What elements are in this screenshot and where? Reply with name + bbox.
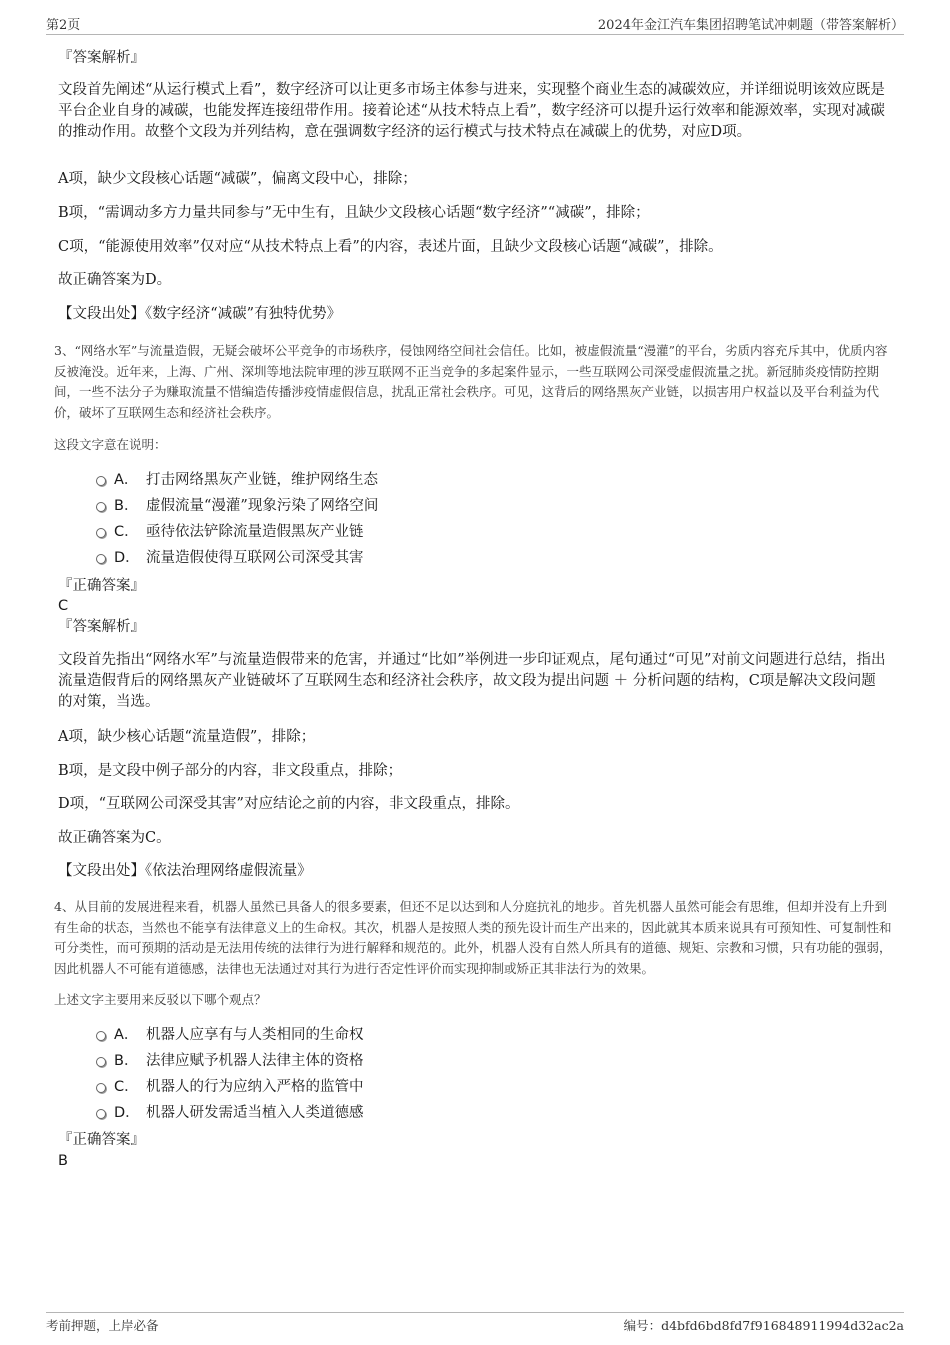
document-id: 编号：d4bfd6bd8fd7f916848911994d32ac2a bbox=[623, 1318, 904, 1333]
q3-answer-label: 『正确答案』 bbox=[58, 578, 145, 594]
q3-conclusion: 故正确答案为C。 bbox=[58, 830, 171, 846]
q4-option-b[interactable]: B． 法律应赋予机器人法律主体的资格 bbox=[96, 1048, 796, 1074]
q4-options bbox=[96, 1022, 796, 1126]
radio-icon[interactable] bbox=[96, 1109, 106, 1119]
q4-option-a[interactable]: A． 机器人应享有与人类相同的生命权 bbox=[96, 1022, 796, 1048]
q3-option-d-explanation: D项，“互联网公司深受其害”对应结论之前的内容，非文段重点，排除。 bbox=[58, 796, 520, 812]
q3-prompt: 这段文字意在说明： bbox=[54, 437, 167, 452]
q2-option-a-explanation: A项，缺少文段核心话题“减碳”，偏离文段中心，排除； bbox=[58, 171, 417, 187]
q3-option-a[interactable]: A． 打击网络黑灰产业链，维护网络生态 bbox=[96, 467, 796, 493]
page-footer bbox=[46, 1312, 904, 1337]
page-header bbox=[46, 14, 904, 35]
q3-analysis-text: 文段首先指出“网络水军”与流量造假带来的危害，并通过“比如”举例进一步印证观点，尾句通过“可见”对前文问题进行总结，指出流量造假背后的网络黑灰产业链破坏了互联网生态和经济社会秩序，故文段为提出问题 ＋ 分析问题的结构，C项是解决文段问题的对策，当选。 bbox=[58, 652, 886, 710]
q3-source: 【文段出处】《依法治理网络虚假流量》 bbox=[58, 863, 312, 879]
q2-conclusion: 故正确答案为D。 bbox=[58, 272, 172, 288]
q3-question-text: 3、“网络水军”与流量造假，无疑会破坏公平竞争的市场秩序，侵蚀网络空间社会信任。比如，被虚假流量“漫灌”的平台，劣质内容充斥其中，优质内容反被淹没。近年来，上海、广州、深圳等地法院审理的涉互联网不正当竞争的多起案件显示，一些互联网公司深受虚假流量之扰。新冠肺炎疫情防控期间，一些不法分子为赚取流量不惜编造传播涉疫情虚假信息，扰乱正常社会秩序。可见，这背后的网络黑灰产业链，以损害用户权益以及平台利益为代价，破坏了互联网生态和经济社会秩序。 bbox=[54, 343, 888, 420]
radio-icon[interactable] bbox=[96, 502, 106, 512]
q3-answer: C bbox=[58, 598, 69, 614]
q4-prompt: 上述文字主要用来反驳以下哪个观点？ bbox=[54, 992, 267, 1007]
q4-option-c[interactable]: C． 机器人的行为应纳入严格的监管中 bbox=[96, 1074, 796, 1100]
footer-slogan: 考前押题，上岸必备 bbox=[46, 1318, 159, 1333]
radio-icon[interactable] bbox=[96, 476, 106, 486]
q3-option-c[interactable]: C． 亟待依法铲除流量造假黑灰产业链 bbox=[96, 519, 796, 545]
q2-option-c-explanation: C项，“能源使用效率”仅对应“从技术特点上看”的内容，表述片面，且缺少文段核心话题“减碳”，排除。 bbox=[58, 239, 723, 255]
q2-source: 【文段出处】《数字经济“减碳”有独特优势》 bbox=[58, 306, 342, 322]
radio-icon[interactable] bbox=[96, 554, 106, 564]
q3-analysis-label: 『答案解析』 bbox=[58, 619, 145, 635]
q3-options bbox=[96, 467, 796, 571]
q4-answer-label: 『正确答案』 bbox=[58, 1132, 145, 1148]
radio-icon[interactable] bbox=[96, 1057, 106, 1067]
document-title: 2024年金江汽车集团招聘笔试冲刺题（带答案解析） bbox=[597, 18, 904, 33]
page-number: 第2页 bbox=[46, 18, 81, 33]
q2-option-b-explanation: B项，“需调动多方力量共同参与”无中生有，且缺少文段核心话题“数字经济”“减碳”，排除； bbox=[58, 205, 650, 221]
radio-icon[interactable] bbox=[96, 1083, 106, 1093]
q3-option-b-explanation: B项，是文段中例子部分的内容，非文段重点，排除； bbox=[58, 763, 403, 779]
q3-option-d[interactable]: D． 流量造假使得互联网公司深受其害 bbox=[96, 545, 796, 571]
q2-analysis-label: 『答案解析』 bbox=[58, 50, 145, 66]
q3-option-b[interactable]: B． 虚假流量“漫灌”现象污染了网络空间 bbox=[96, 493, 796, 519]
q2-analysis-text: 文段首先阐述“从运行模式上看”，数字经济可以让更多市场主体参与进来，实现整个商业生态的减碳效应，并详细说明该效应既是平台企业自身的减碳，也能发挥连接纽带作用。接着论述“从技术特点上看”，数字经济可以提升运行效率和能源效率，实现对减碳的推动作用。故整个文段为并列结构，意在强调数字经济的运行模式与技术特点在减碳上的优势，对应D项。 bbox=[58, 82, 885, 140]
radio-icon[interactable] bbox=[96, 528, 106, 538]
q3-option-a-explanation: A项，缺少核心话题“流量造假”，排除； bbox=[58, 729, 316, 745]
q4-question-text: 4、从目前的发展进程来看，机器人虽然已具备人的很多要素，但还不足以达到和人分庭抗礼的地步。首先机器人虽然可能会有思维，但却并没有上升到有生命的状态，当然也不能享有法律意义上的生命权。其次，机器人是按照人类的预先设计而生产出来的，因此就其本质来说具有可预知性、可复制性和可分类性，而可预期的活动是无法用传统的法律行为进行解释和规范的。此外，机器人没有自然人所具有的道德、规矩、宗教和习惯，只有功能的强弱，因此机器人不可能有道德感，法律也无法通过对其行为进行否定性评价而实现抑制或矫正其非法行为的效果。 bbox=[54, 899, 892, 976]
q4-answer: B bbox=[58, 1153, 68, 1169]
q4-option-d[interactable]: D． 机器人研发需适当植入人类道德感 bbox=[96, 1100, 796, 1126]
radio-icon[interactable] bbox=[96, 1031, 106, 1041]
